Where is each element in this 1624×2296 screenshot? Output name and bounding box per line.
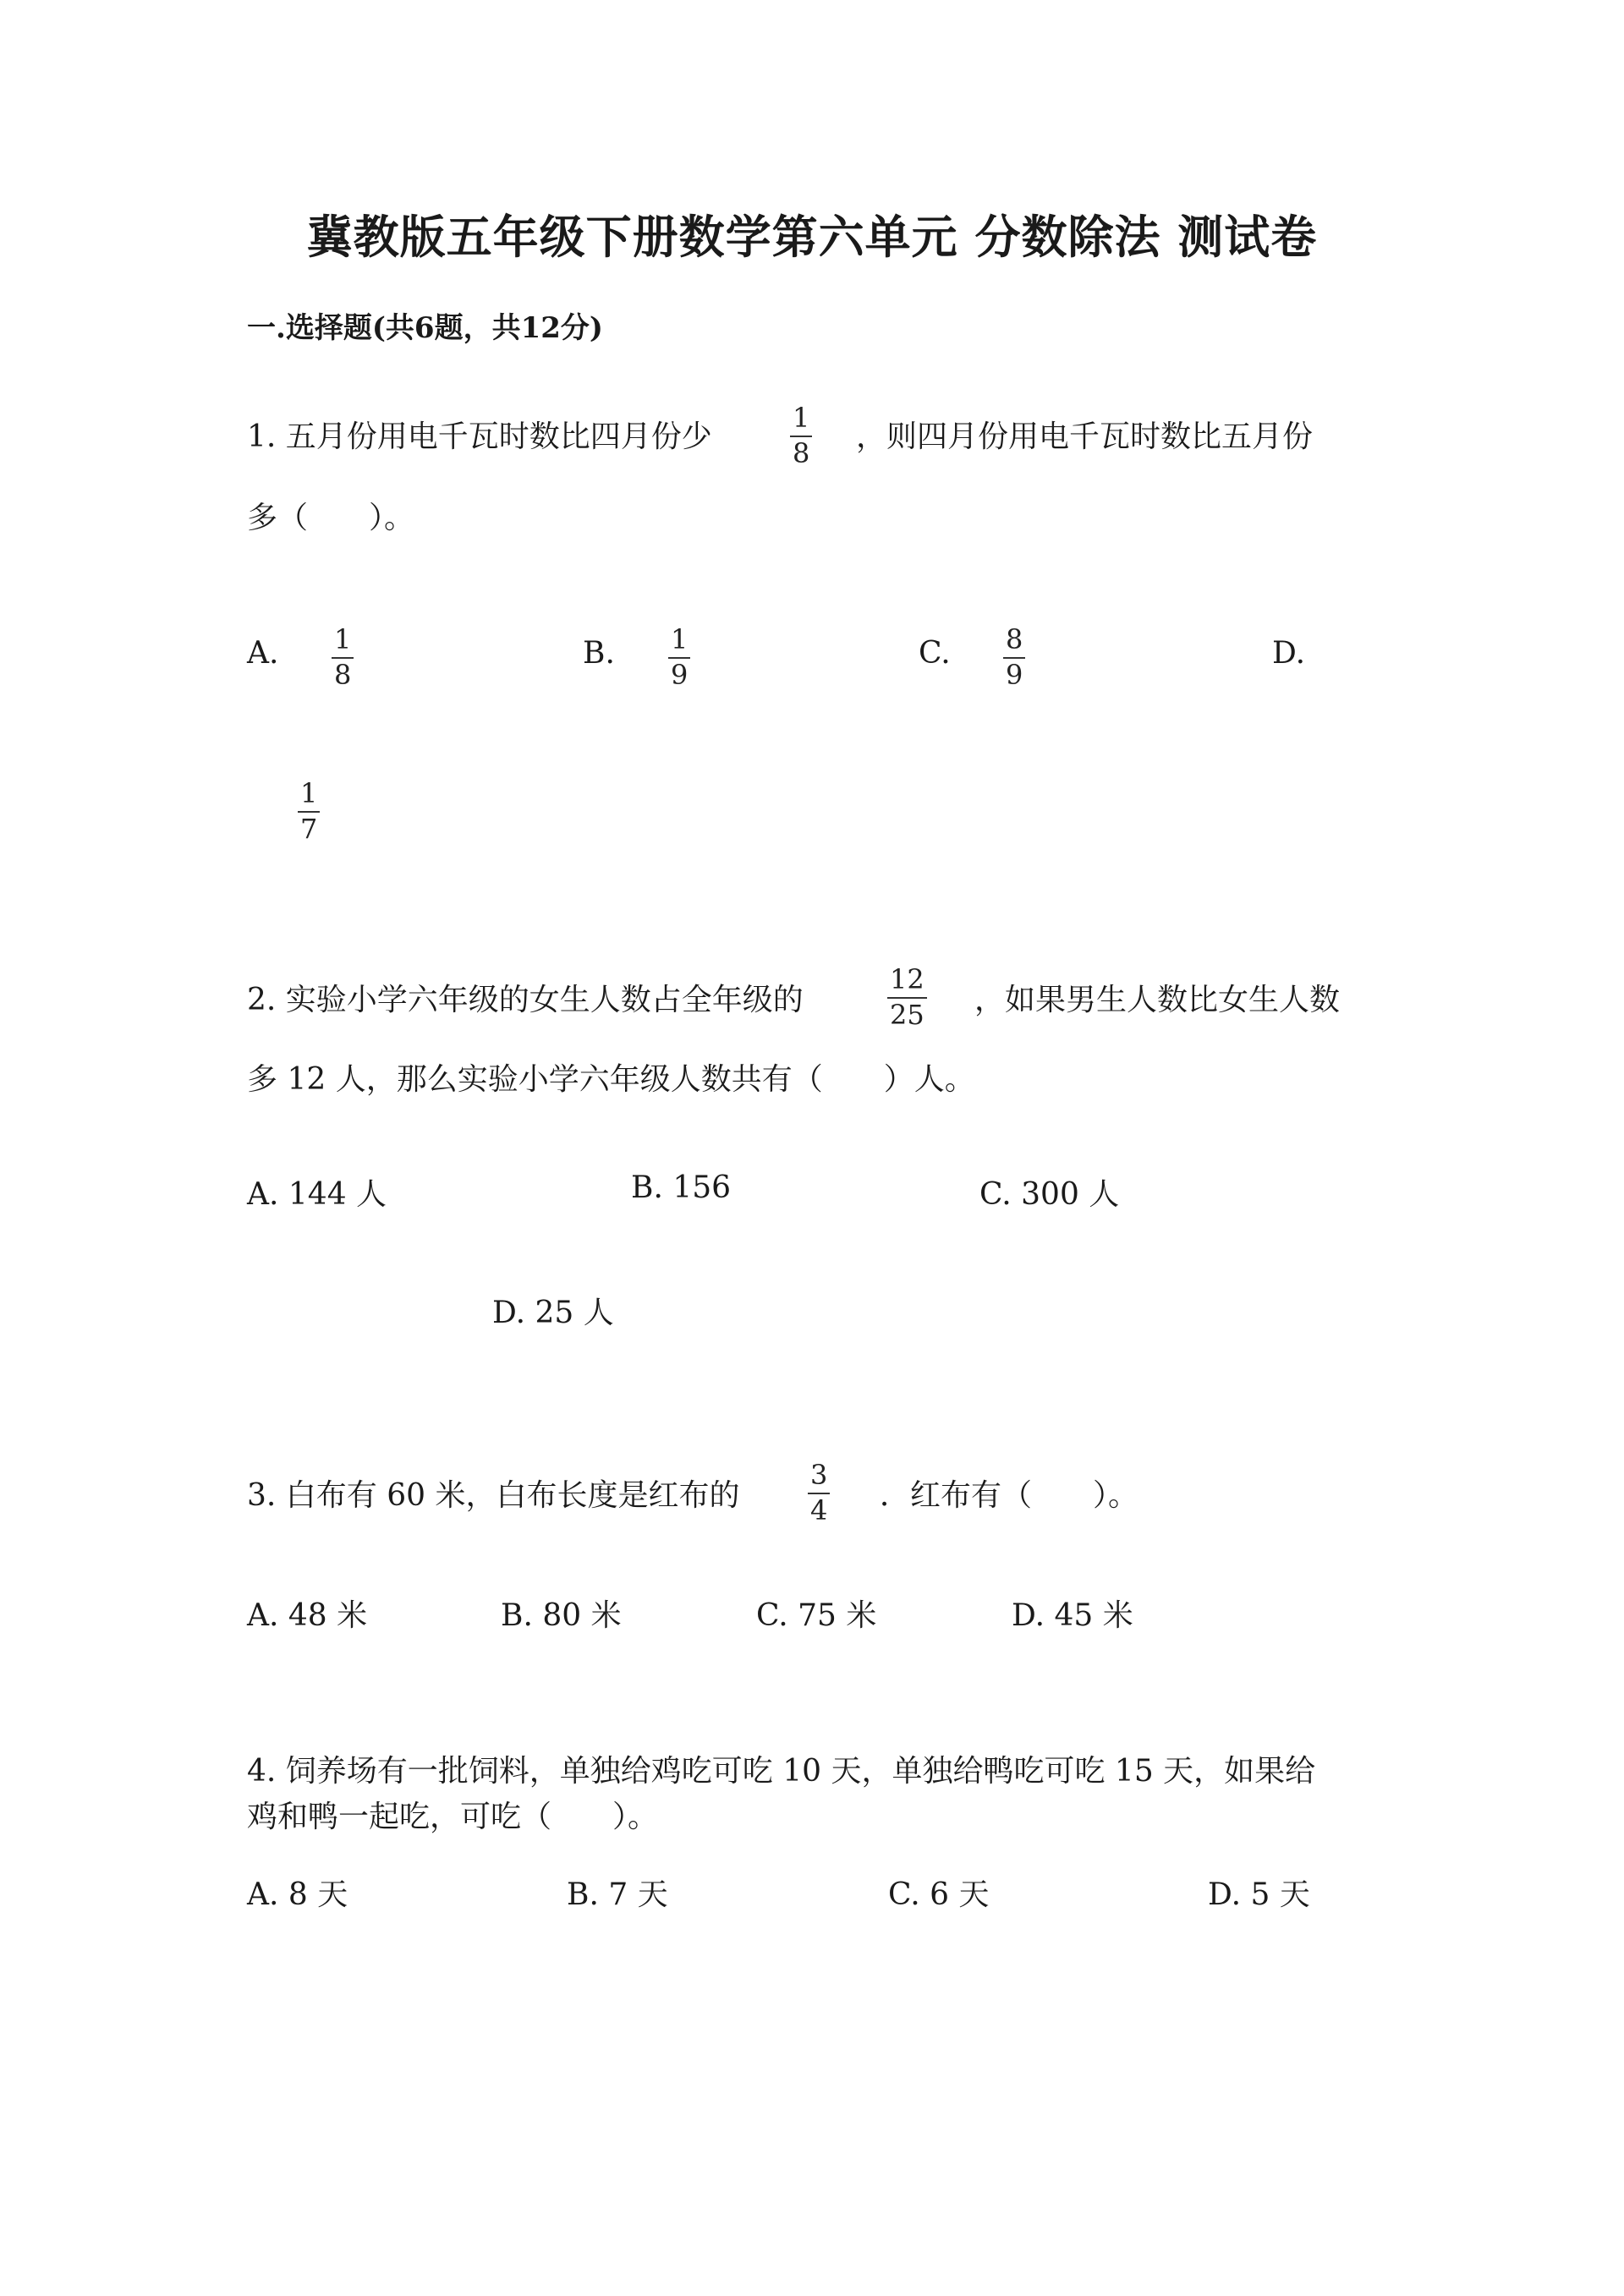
question-3-fraction <box>808 1461 830 1524</box>
question-2-option-c: C. 300 人 <box>979 1177 1120 1212</box>
question-1-text-c: 多（ ）。 <box>247 501 415 535</box>
question-1-option-a-fraction <box>332 623 354 691</box>
page-title: 冀教版五年级下册数学第六单元 分数除法 测试卷 <box>306 210 1318 264</box>
section-heading: 一.选择题(共6题，共12分) <box>247 311 603 345</box>
question-2-option-a: A. 144 人 <box>247 1177 387 1212</box>
fraction-numerator: 1 <box>300 777 318 809</box>
question-3-option-b: B. 80 米 <box>501 1598 622 1633</box>
question-3-option-a: A. 48 米 <box>247 1598 368 1633</box>
question-4-option-c: C. 6 天 <box>888 1877 990 1912</box>
question-1-option-d-label: D. <box>1272 636 1306 671</box>
fraction-denominator: 8 <box>793 437 810 469</box>
fraction-numerator: 12 <box>890 963 924 995</box>
question-2-text-a: 2. 实验小学六年级的女生人数占全年级的 <box>247 983 804 1017</box>
question-1-fraction <box>790 404 812 467</box>
question-1-option-d-fraction <box>298 777 320 845</box>
question-1-option-b-label: B. <box>583 636 615 671</box>
question-3-option-d: D. 45 米 <box>1012 1598 1133 1633</box>
question-2-fraction <box>887 963 927 1031</box>
fraction-denominator: 4 <box>810 1494 828 1526</box>
question-1-option-c-label: C. <box>919 636 951 671</box>
question-4-text-a: 4. 饲养场有一批饲料，单独给鸡吃可吃 10 天，单独给鸭吃可吃 15 天，如果给 <box>247 1754 1316 1789</box>
question-1-text-b: ，则四月份用电千瓦时数比五月份 <box>856 419 1314 454</box>
question-4-option-d: D. 5 天 <box>1208 1877 1310 1912</box>
fraction-numerator: 1 <box>671 623 689 655</box>
fraction-denominator: 9 <box>1006 659 1023 691</box>
fraction-denominator: 7 <box>300 813 318 845</box>
question-1-text-a: 1. 五月份用电千瓦时数比四月份少 <box>247 419 712 454</box>
fraction-denominator: 25 <box>890 999 924 1031</box>
question-1-option-c-fraction <box>1003 623 1025 691</box>
question-4-option-b: B. 7 天 <box>567 1877 668 1912</box>
fraction-denominator: 8 <box>334 659 352 691</box>
question-4-text-b: 鸡和鸭一起吃，可吃（ ）。 <box>247 1800 659 1834</box>
question-4-option-a: A. 8 天 <box>247 1877 348 1912</box>
question-3-option-c: C. 75 米 <box>756 1598 877 1633</box>
fraction-numerator: 8 <box>1006 623 1023 655</box>
fraction-numerator: 3 <box>810 1459 828 1491</box>
fraction-numerator: 1 <box>334 623 352 655</box>
question-2-text-b: ，如果男生人数比女生人数 <box>974 983 1341 1017</box>
fraction-denominator: 9 <box>671 659 689 691</box>
question-3-text-a: 3. 白布有 60 米，白布长度是红布的 <box>247 1478 740 1513</box>
question-1-option-a-label: A. <box>247 636 279 671</box>
question-2-option-d: D. 25 人 <box>492 1296 614 1330</box>
question-3-text-b: ．红布有（ ）。 <box>880 1478 1139 1513</box>
question-2-option-b: B. 156 <box>631 1170 732 1205</box>
fraction-numerator: 1 <box>793 402 810 434</box>
question-1-option-b-fraction <box>668 623 690 691</box>
question-2-text-c: 多 12 人，那么实验小学六年级人数共有（ ）人。 <box>247 1062 975 1097</box>
